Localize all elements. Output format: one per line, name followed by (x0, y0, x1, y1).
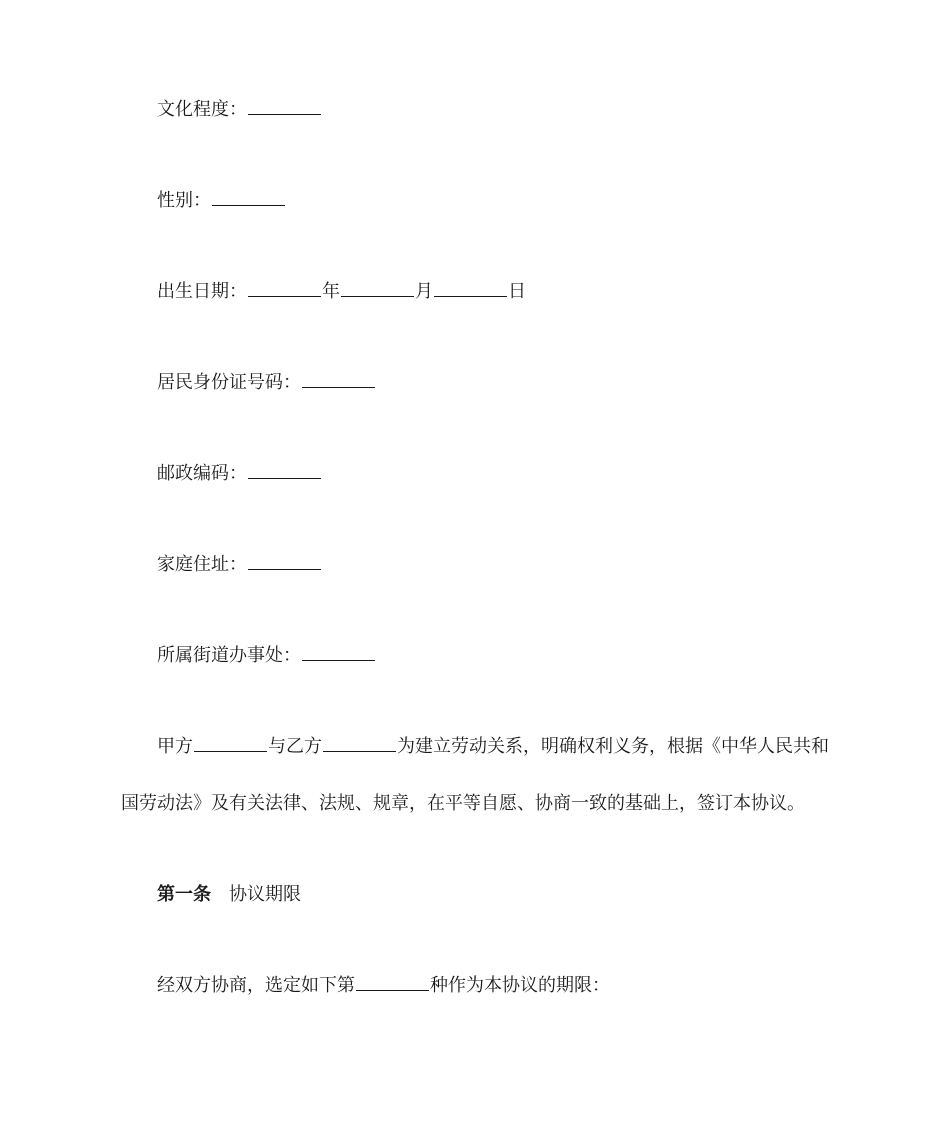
preamble-continuation: 国劳动法》及有关法律、法规、规章，在平等自愿、协商一致的基础上，签订本协议。 (121, 793, 805, 814)
term-selection (157, 974, 610, 998)
preamble-purpose: 为建立劳动关系，明确权利义务，根据《中华人民共和 (397, 736, 829, 757)
education-blank (248, 99, 321, 115)
preamble-party-b: 与乙方 (268, 736, 322, 757)
article-heading (157, 883, 301, 907)
postal-code-label: 邮政编码： (157, 463, 247, 484)
birth-year-blank (248, 281, 321, 297)
gender-field (157, 189, 286, 213)
term-suffix: 种作为本协议的期限： (430, 975, 610, 996)
birth-date-label: 出生日期： (157, 281, 247, 302)
preamble-party-a: 甲方 (157, 736, 193, 757)
gender-label: 性别： (157, 190, 211, 211)
preamble-line-2 (121, 792, 805, 816)
id-number-label: 居民身份证号码： (157, 372, 301, 393)
education-label: 文化程度： (157, 99, 247, 120)
term-blank (356, 975, 429, 991)
home-address-blank (248, 554, 321, 570)
home-address-label: 家庭住址： (157, 554, 247, 575)
birth-day-blank (434, 281, 507, 297)
postal-code-field (157, 462, 322, 486)
preamble-line-1 (157, 735, 829, 759)
street-office-blank (302, 645, 375, 661)
id-number-blank (302, 372, 375, 388)
article-title: 协议期限 (229, 884, 301, 905)
birth-month-label: 月 (415, 281, 433, 302)
postal-code-blank (248, 463, 321, 479)
birth-date-field (157, 280, 526, 304)
birth-month-blank (341, 281, 414, 297)
birth-year-label: 年 (322, 281, 340, 302)
birth-day-label: 日 (508, 281, 526, 302)
education-field (157, 98, 322, 122)
term-prefix: 经双方协商，选定如下第 (157, 975, 355, 996)
gender-blank (212, 190, 285, 206)
party-b-blank (323, 736, 396, 752)
street-office-field (157, 644, 376, 668)
id-number-field (157, 371, 376, 395)
street-office-label: 所属街道办事处： (157, 645, 301, 666)
article-number: 第一条 (157, 884, 211, 905)
party-a-blank (194, 736, 267, 752)
home-address-field (157, 553, 322, 577)
